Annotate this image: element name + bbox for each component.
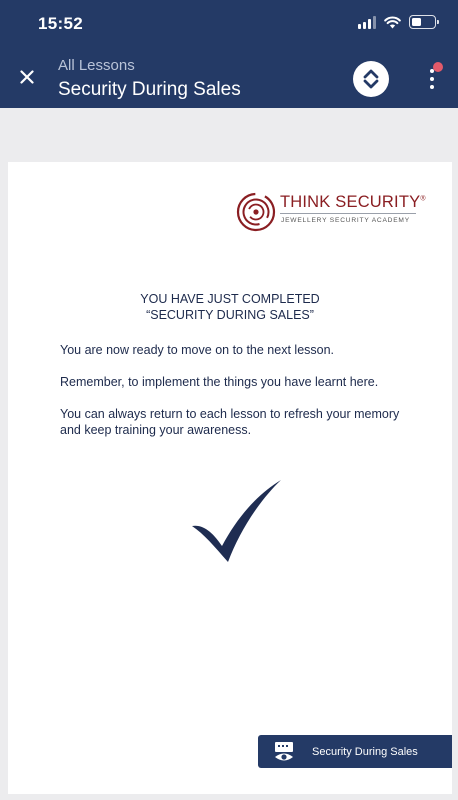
app-header <box>0 0 458 108</box>
lesson-navigation-button[interactable] <box>353 61 389 97</box>
fingerprint-target-icon <box>236 192 276 232</box>
close-icon <box>20 70 34 84</box>
slide-eye-icon <box>273 741 295 763</box>
logo-title: THINK SECURITY® <box>280 193 426 211</box>
notification-dot <box>433 62 443 72</box>
battery-icon <box>409 15 436 29</box>
more-dot-icon <box>430 85 434 89</box>
completion-heading-line: YOU HAVE JUST COMPLETED <box>140 292 320 306</box>
page-title: Security During Sales <box>58 79 241 100</box>
lesson-slide <box>8 162 452 794</box>
checkmark-icon <box>192 478 284 566</box>
logo-subtitle: JEWELLERY SECURITY ACADEMY <box>281 217 410 224</box>
think-security-logo <box>236 192 426 234</box>
next-lesson-text: You are now ready to move on to the next lesson. <box>60 343 335 357</box>
close-button[interactable] <box>16 66 38 88</box>
status-icons <box>358 15 436 29</box>
more-dot-icon <box>430 77 434 81</box>
logo-divider <box>280 213 416 214</box>
return-text: You can always return to each lesson to refresh your memory and keep training your awareness. <box>60 407 400 437</box>
wifi-icon <box>384 16 401 29</box>
remember-text: Remember, to implement the things you have learnt here. <box>60 375 379 389</box>
current-lesson-label: Security During Sales <box>312 745 418 758</box>
current-lesson-button[interactable] <box>258 735 452 768</box>
breadcrumb-all-lessons[interactable]: All Lessons <box>58 57 135 74</box>
cellular-signal-icon <box>358 16 376 29</box>
chevron-up-down-icon <box>361 67 381 91</box>
completion-lesson-name: “SECURITY DURING SALES” <box>146 307 314 322</box>
completion-heading <box>8 292 452 323</box>
status-time: 15:52 <box>38 14 83 33</box>
